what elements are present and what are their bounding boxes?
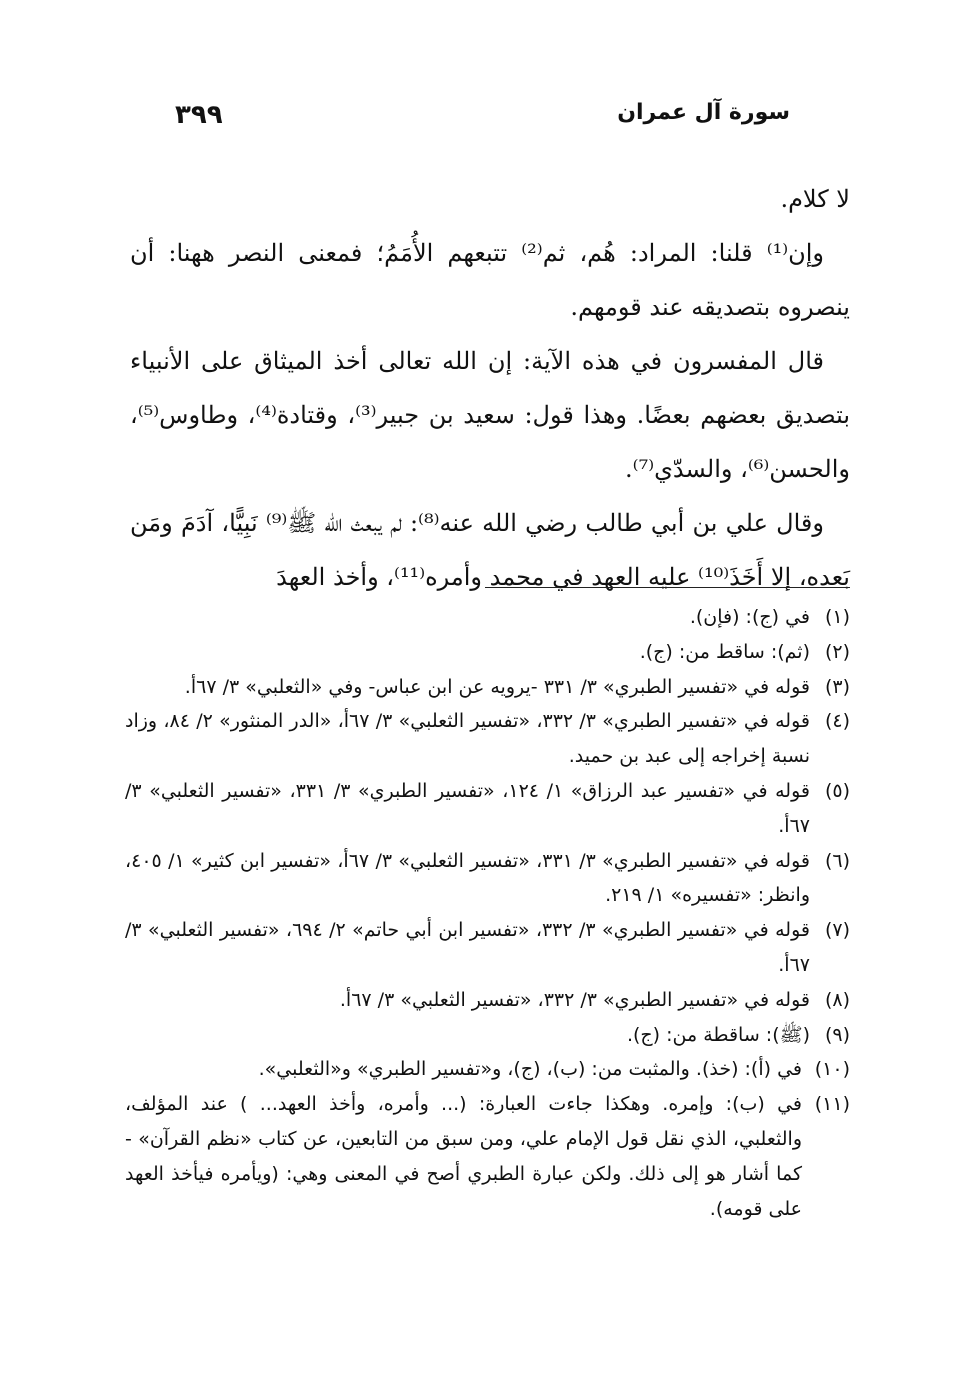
footnote-number: (٢): [824, 640, 850, 663]
paragraph: وقال علي بن أبي طالب رضي الله عنه⁽⁸⁾: لم يبعث الله ﷺ⁽⁹⁾ نَبِيًّا، آدَمَ ومَن بَعده، إلا أَخَذَ⁽¹⁰⁾ عليه العهد في محمد وأمره⁽¹¹⁾، وأخذ العهدَ: [130, 509, 850, 591]
footnote: [125, 635, 850, 670]
footnote-number: (٣): [824, 675, 850, 698]
footnote-text: في (أ): (خذ). والمثبت من: (ب)، (ج)، و«تفسير الطبري» و«الثعلبي».: [258, 1058, 802, 1081]
main-text: [130, 172, 850, 604]
footnote-text: في (ج): (فإن).: [689, 606, 810, 628]
footnote: [125, 774, 850, 844]
footnote: [125, 670, 850, 705]
footnote: [125, 913, 850, 983]
page-header: [175, 100, 800, 140]
footnote-text: في (ب): وإمره. وهكذا جاءت العبارة: (... وأمره، وأخذ العهد... ) عند المؤلف، والثعلبي، الذي نقل قول الإمام علي، ومن سبق من التابعين، عن كتاب «نظم القرآن» - كما أشار هو إلى ذلك. ولكن عبارة الطبري أصح في المعنى وهي: (ويأمره فيأخذ العهد على قومه).: [125, 1093, 802, 1220]
footnote: [125, 844, 850, 914]
footnote-text: قوله في «تفسير الطبري» ٣/ ٣٣٢، «تفسير الثعلبي» ٣/ ٦٧أ، «الدر المنثور» ٢/ ٨٤، وزاد نسبة إخراجه إلى عبد بن حميد.: [125, 710, 810, 768]
paragraph: لا كلام.: [780, 185, 850, 213]
footnote: [125, 1018, 850, 1053]
footnote-text: قوله في «تفسير الطبري» ٣/ ٣٣٢، «تفسير الثعلبي» ٣/ ٦٧أ.: [339, 988, 810, 1011]
footnote-separator: [485, 587, 850, 588]
footnote: [125, 600, 850, 635]
footnote-number: (٨): [824, 988, 850, 1011]
footnote-text: (ثم): ساقط من: (ج).: [639, 640, 810, 663]
footnotes: [125, 600, 850, 1226]
footnote: [125, 1052, 850, 1087]
footnote-number: (٥): [824, 779, 850, 802]
footnote-text: قوله في «تفسير عبد الرزاق» ١/ ١٢٤، «تفسير الطبري» ٣/ ٣٣١، «تفسير الثعلبي» ٣/ ٦٧أ.: [125, 779, 810, 837]
footnote-number: (٩): [824, 1023, 850, 1046]
footnote-text: قوله في «تفسير الطبري» ٣/ ٣٣١، «تفسير الثعلبي» ٣/ ٦٧أ، «تفسير ابن كثير» ١/ ٤٠٥، وانظر: «تفسيره» ١/ ٢١٩.: [125, 849, 810, 907]
surah-title: سورة آل عمران: [617, 100, 790, 125]
footnote-number: (١٠): [814, 1058, 850, 1081]
footnote-number: (٧): [824, 919, 850, 942]
footnote: [125, 704, 850, 774]
page-number: ٣٩٩: [175, 100, 223, 130]
footnote: [125, 983, 850, 1018]
footnote-number: (٦): [824, 849, 850, 872]
footnote-text: (ﷺ): ساقطة من: (ج).: [626, 1023, 810, 1046]
paragraph: قال المفسرون في هذه الآية: إن الله تعالى أخذ الميثاق على الأنبياء بتصديق بعضهم بعضًا. وهذا قول: سعيد بن جبير⁽³⁾، وقتادة⁽⁴⁾، وطاوس⁽⁵⁾، والحسن⁽⁶⁾، والسدّي⁽⁷⁾.: [130, 347, 850, 483]
footnote: [125, 1087, 850, 1226]
footnote-text: قوله في «تفسير الطبري» ٣/ ٣٣٢، «تفسير ابن أبي حاتم» ٢/ ٦٩٤، «تفسير الثعلبي» ٣/ ٦٧أ.: [125, 919, 810, 976]
footnote-number: (١): [824, 606, 850, 628]
paragraph: وإن⁽¹⁾ قلنا: المراد: هُم، ثم⁽²⁾ تتبعهم الأُمَمُ؛ فمعنى النصر ههنا: أن ينصروه بتصديقه عند قومهم.: [130, 239, 850, 321]
footnote-number: (٤): [824, 710, 850, 733]
footnote-number: (١١): [814, 1093, 850, 1116]
footnote-text: قوله في «تفسير الطبري» ٣/ ٣٣١ -يرويه عن ابن عباس- وفي «الثعلبي» ٣/ ٦٧أ.: [184, 675, 810, 698]
